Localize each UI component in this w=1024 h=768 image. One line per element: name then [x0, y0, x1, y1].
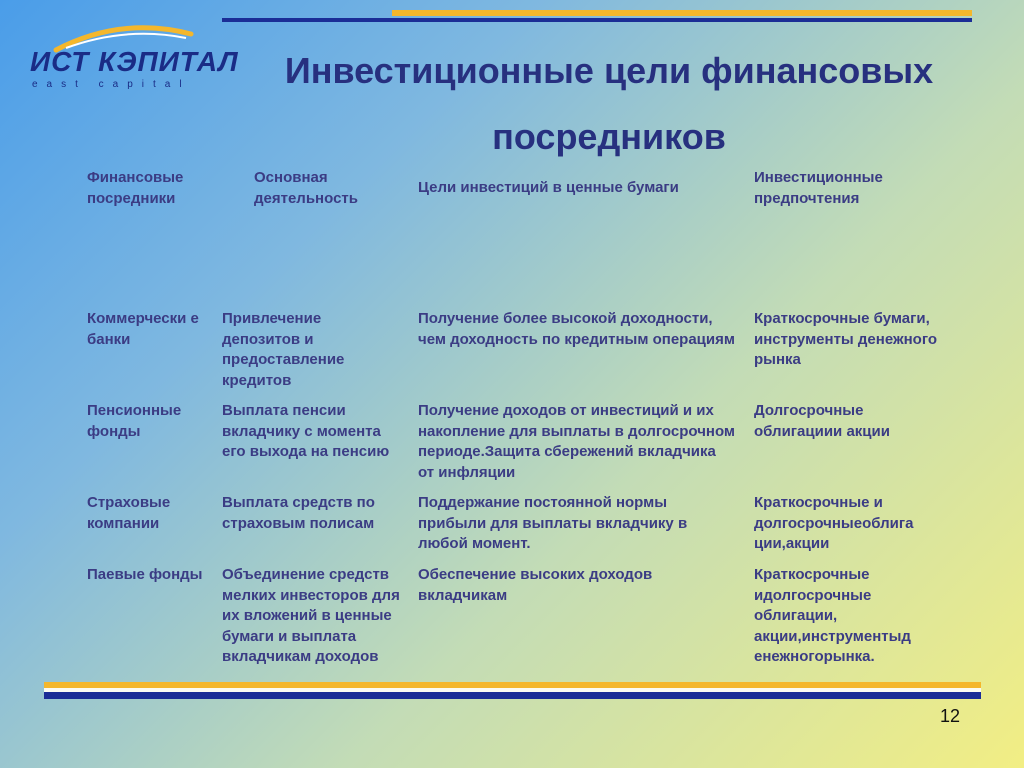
table-cell: Получение более высокой доходности, чем доходность по кредитным операциям: [418, 310, 735, 348]
header-accent-line: [392, 10, 972, 16]
table-cell: Краткосрочные бумаги, инструменты денежного рынка: [754, 310, 938, 369]
table-cell: Обеспечение высоких доходов вкладчикам: [418, 566, 653, 604]
table-header: Основная деятельность: [254, 169, 358, 207]
table-cell: Привлечение депозитов и предоставление кредитов: [222, 310, 345, 389]
table-cell: Поддержание постоянной нормы прибыли для выплаты вкладчику в любой момент.: [418, 494, 688, 553]
table-cell: Получение доходов от инвестиций и их накопление для выплаты в долгосрочном периоде.Защита сбережений вкладчика от инфляции: [418, 402, 736, 481]
table-cell: Долгосрочные облигациии акции: [754, 402, 890, 440]
company-logo: [26, 20, 239, 90]
page-number: 12: [939, 706, 961, 726]
table-cell: Коммерчески е банки: [87, 310, 199, 348]
table-cell: Краткосрочные идолгосрочные облигации, акции,инструментыд енежногорынка.: [754, 566, 911, 666]
logo-subtitle: east capital: [32, 79, 191, 90]
table-cell: Паевые фонды: [87, 566, 203, 583]
header-rule: [222, 18, 972, 22]
table-header: Инвестиционные предпочтения: [754, 169, 883, 207]
table-cell: Объединение средств мелких инвесторов для их вложений в ценные бумаги и выплата вкладчикам доходов: [222, 566, 400, 666]
table-cell: Краткосрочные и долгосрочныеоблига ции,акции: [754, 494, 914, 553]
table-cell: Выплата пенсии вкладчику с момента его выхода на пенсию: [222, 402, 390, 461]
table-cell: Пенсионные фонды: [87, 402, 182, 440]
footer-stripe: [44, 682, 981, 700]
table-cell: Выплата средств по страховым полисам: [222, 494, 375, 532]
page-title: Инвестиционные цели финансовых посредников: [284, 50, 934, 157]
logo-name: ИСТ КЭПИТАЛ: [30, 46, 239, 77]
table-cell: Страховые компании: [87, 494, 171, 532]
table-header: Финансовые посредники: [87, 169, 184, 207]
table-header: Цели инвестиций в ценные бумаги: [418, 179, 679, 196]
